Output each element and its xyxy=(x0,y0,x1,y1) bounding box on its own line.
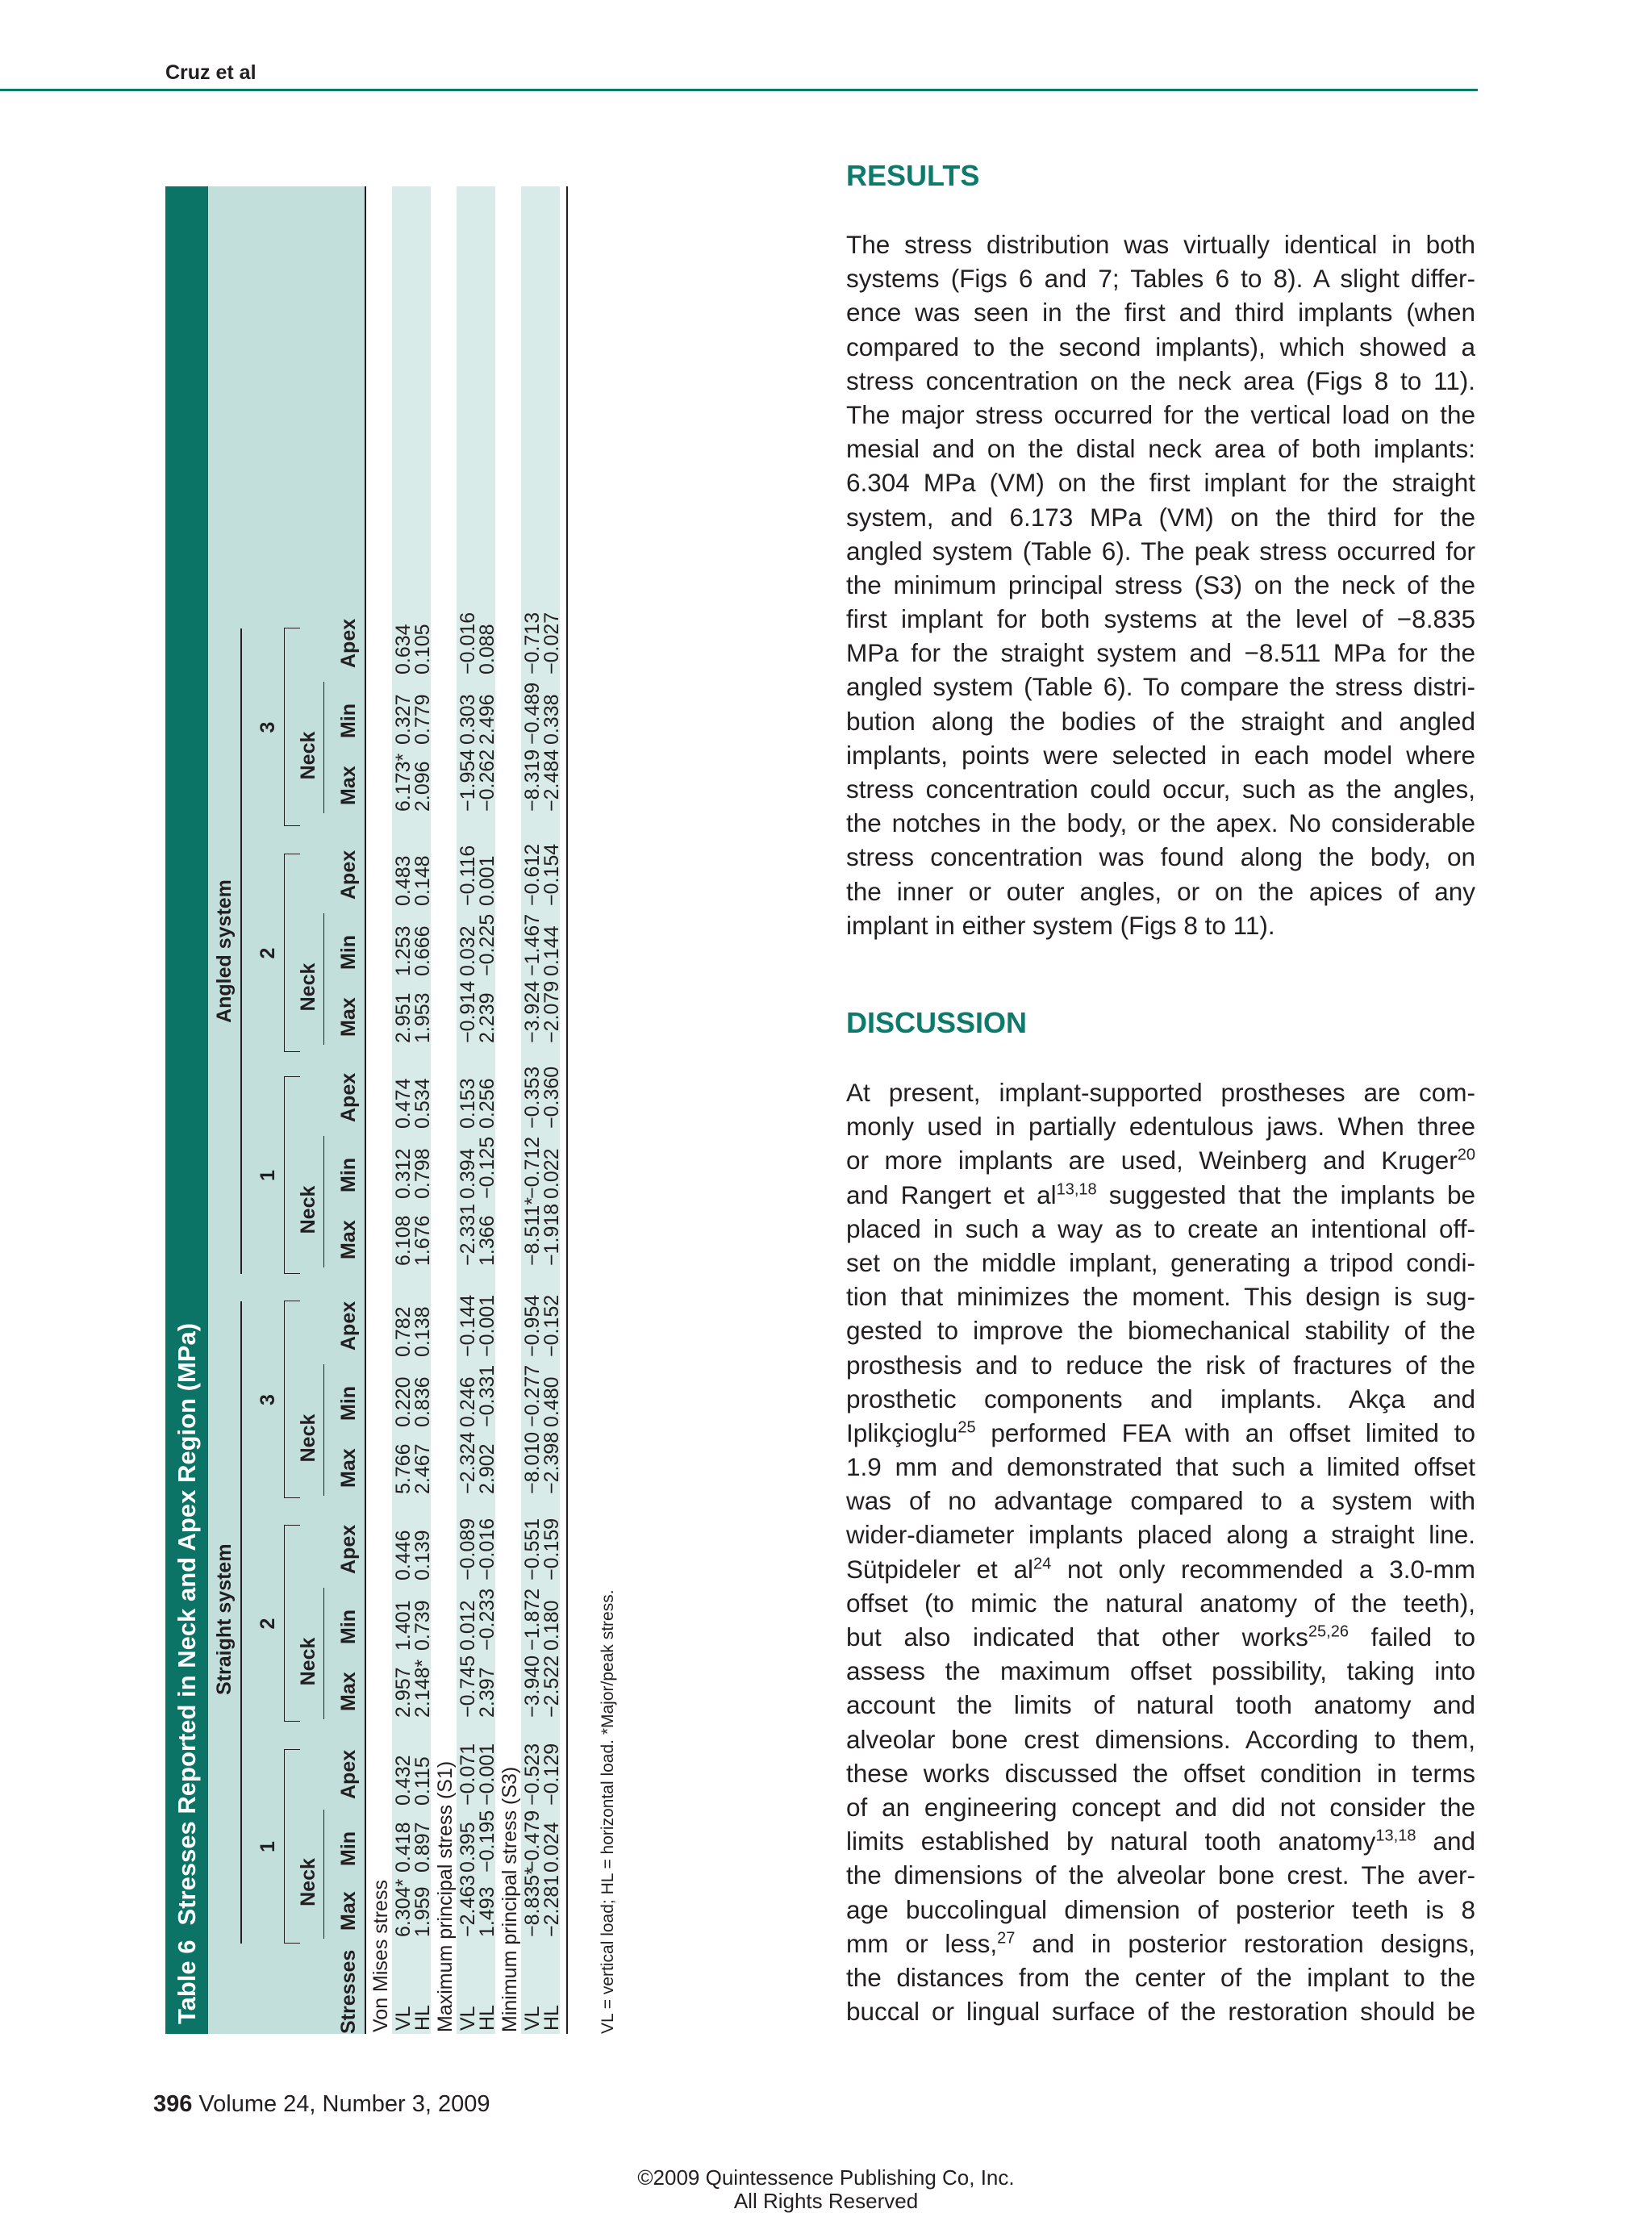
neck-label: Neck xyxy=(297,731,319,780)
column-label: Max xyxy=(337,1220,360,1259)
discussion-line-text: gested to improve the biomechanical stability of the xyxy=(846,1316,1475,1346)
column-label: Min xyxy=(337,1157,360,1192)
header-rule xyxy=(0,89,1478,91)
discussion-line-tail: failed to xyxy=(1348,1622,1475,1651)
table-cell: −0.745 xyxy=(457,1655,479,1718)
results-line: compared to the second implants), which showed a xyxy=(846,332,1475,361)
running-header-author: Cruz et al xyxy=(165,61,257,84)
discussion-line-text: assess the maximum offset possibility, taking into xyxy=(846,1656,1475,1686)
table-cell: 2.957 xyxy=(392,1667,415,1718)
table-cell: −1.918 xyxy=(540,1203,563,1266)
implant-bracket-left xyxy=(284,1497,300,1498)
table-cell: 0.303 xyxy=(457,694,479,745)
table-cell: −0.152 xyxy=(540,1294,563,1357)
neck-rule xyxy=(323,1364,324,1496)
table-cell: 2.096 xyxy=(411,761,434,812)
implant-number: 1 xyxy=(257,1841,279,1852)
table-cell: −0.233 xyxy=(476,1588,499,1651)
table-cell: 2.951 xyxy=(392,992,415,1043)
implant-bracket-left xyxy=(284,1273,300,1274)
results-line: systems (Figs 6 and 7; Tables 6 to 8). A slight differ- xyxy=(846,264,1475,294)
table-cell: 6.173* xyxy=(392,753,415,812)
stub-header: Stresses xyxy=(337,1949,360,2034)
results-line: stress concentration could occur, such as the angles, xyxy=(846,775,1475,804)
results-paragraph xyxy=(846,228,1475,942)
table-bottom-rule xyxy=(566,186,568,2034)
discussion-line xyxy=(846,1143,1475,1177)
citation-superscript: 25 xyxy=(957,1418,976,1437)
table-cell: −0.144 xyxy=(457,1294,479,1357)
table-cell: −0.262 xyxy=(476,749,499,812)
table-cell: −2.522 xyxy=(540,1655,563,1718)
results-line: The stress distribution was virtually identical in both xyxy=(846,230,1475,259)
table-cell: −0.001 xyxy=(476,1743,499,1806)
table-cell: −8.835* xyxy=(521,1867,544,1937)
discussion-line-text: Sütpideler et al xyxy=(846,1554,1034,1584)
table-cell: −2.331 xyxy=(457,1203,479,1266)
discussion-line-text: tion that minimizes the moment. This design is sug- xyxy=(846,1282,1475,1312)
table-cell: 0.432 xyxy=(392,1755,415,1806)
discussion-line-tail: and in posterior restoration designs, xyxy=(1015,1928,1475,1958)
discussion-line xyxy=(846,1109,1475,1143)
results-line: 6.304 MPa (VM) on the first implant for the straight xyxy=(846,468,1475,498)
discussion-line-text: 1.9 mm and demonstrated that such a limited offset xyxy=(846,1452,1475,1482)
results-line: angled system (Table 6). The peak stress occurred for xyxy=(846,536,1475,566)
implant-bracket-left xyxy=(284,825,300,826)
results-line: the inner or outer angles, or on the apices of any xyxy=(846,876,1475,906)
table-cell: −0.225 xyxy=(476,913,499,976)
table-cell: 0.418 xyxy=(392,1822,415,1873)
citation-superscript: 20 xyxy=(1457,1146,1475,1164)
table-header-band xyxy=(208,186,366,2034)
implant-rule xyxy=(284,1526,285,1722)
results-line: bution along the bodies of the straight and angled xyxy=(846,706,1475,736)
table-footnote: VL = vertical load; HL = horizontal load. *Major/peak stress. xyxy=(599,1589,617,2034)
neck-label: Neck xyxy=(297,1637,319,1686)
discussion-line-text: offset (to mimic the natural anatomy of the teeth), xyxy=(846,1588,1475,1618)
discussion-line-text: and Rangert et al xyxy=(846,1180,1057,1209)
discussion-line-text: these works discussed the offset condition in terms xyxy=(846,1758,1475,1788)
discussion-line xyxy=(846,1178,1475,1212)
table-cell: 0.032 xyxy=(457,925,479,976)
discussion-line xyxy=(846,1756,1475,1790)
table-cell: −2.324 xyxy=(457,1431,479,1494)
neck-rule xyxy=(323,682,324,813)
column-label: Apex xyxy=(337,1072,360,1122)
table-cell: 1.959 xyxy=(411,1886,434,1937)
implant-bracket-right xyxy=(284,1525,300,1526)
column-label: Min xyxy=(337,1609,360,1644)
discussion-line-text: of an engineering concept and did not consider the xyxy=(846,1792,1475,1822)
neck-rule xyxy=(323,913,324,1045)
column-label: Min xyxy=(337,1385,360,1421)
table-cell: 0.395 xyxy=(457,1822,479,1873)
table-cell: 0.024 xyxy=(540,1822,563,1873)
table-cell: 0.139 xyxy=(411,1530,434,1580)
discussion-line-text: prosthesis and to reduce the risk of fractures of the xyxy=(846,1350,1475,1380)
implant-rule xyxy=(284,1301,285,1498)
table-cell: −0.159 xyxy=(540,1518,563,1580)
column-label: Min xyxy=(337,934,360,970)
table-cell: −0.523 xyxy=(521,1743,544,1806)
table-cell: −0.089 xyxy=(457,1518,479,1580)
table-cell: −0.001 xyxy=(476,1294,499,1357)
table-cell: −0.479 xyxy=(521,1810,544,1873)
discussion-line-text: alveolar bone crest dimensions. According to them, xyxy=(846,1724,1475,1754)
table-cell: 0.180 xyxy=(540,1600,563,1651)
results-heading: RESULTS xyxy=(846,159,980,192)
implant-bracket-right xyxy=(284,1076,300,1077)
system-heading: Straight system xyxy=(213,1543,236,1695)
table-cell: 0.739 xyxy=(411,1600,434,1651)
table-cell: −0.551 xyxy=(521,1518,544,1580)
table-cell: −2.484 xyxy=(540,749,563,812)
discussion-line xyxy=(846,1893,1475,1927)
row-label: VL xyxy=(392,2006,415,2031)
discussion-line xyxy=(846,1620,1475,1654)
table-cell: 1.401 xyxy=(392,1600,415,1651)
table-cell: −0.954 xyxy=(521,1294,544,1357)
table-cell: −0.914 xyxy=(457,980,479,1043)
table-cell: 0.246 xyxy=(457,1376,479,1427)
discussion-line xyxy=(846,1994,1475,2028)
discussion-line xyxy=(846,1212,1475,1246)
table-cell: −2.398 xyxy=(540,1431,563,1494)
table-cell: 0.798 xyxy=(411,1148,434,1199)
discussion-line xyxy=(846,1075,1475,1109)
table-cell: −0.071 xyxy=(457,1743,479,1806)
citation-superscript: 25,26 xyxy=(1308,1622,1349,1641)
table-cell: −8.511* xyxy=(521,1196,544,1266)
discussion-line xyxy=(846,1280,1475,1313)
group-title: Von Mises stress xyxy=(369,1880,392,2032)
discussion-line-text: At present, implant-supported prostheses are com- xyxy=(846,1078,1475,1107)
discussion-line xyxy=(846,1722,1475,1756)
table-cell: −0.331 xyxy=(476,1364,499,1427)
results-line: ence was seen in the first and third implants (when xyxy=(846,298,1475,328)
table-cell: 0.897 xyxy=(411,1822,434,1873)
discussion-line-text: wider-diameter implants placed along a straight line. xyxy=(846,1520,1475,1550)
table-cell: −8.319 xyxy=(521,749,544,812)
table-cell: 1.493 xyxy=(476,1886,499,1937)
table-cell: −0.360 xyxy=(540,1066,563,1129)
table-cell: −0.016 xyxy=(457,612,479,674)
table-cell: 0.105 xyxy=(411,624,434,674)
table-cell: −1.954 xyxy=(457,749,479,812)
row-label: HL xyxy=(476,2005,499,2031)
discussion-line-text: was of no advantage compared to a system with xyxy=(846,1486,1475,1516)
table-cell: −0.116 xyxy=(457,845,479,906)
table-cell: −0.353 xyxy=(521,1066,544,1129)
column-label: Min xyxy=(337,1831,360,1866)
discussion-line-text: mm or less, xyxy=(846,1928,998,1958)
neck-rule xyxy=(323,1810,324,1939)
discussion-line-text: age buccolingual dimension of posterior teeth is 8 xyxy=(846,1894,1475,1924)
table-cell: −3.940 xyxy=(521,1655,544,1718)
table-cell: 0.220 xyxy=(392,1376,415,1427)
table-cell: 6.108 xyxy=(392,1215,415,1266)
results-line: stress concentration was found along the body, on xyxy=(846,842,1475,872)
table-cell: 0.782 xyxy=(392,1306,415,1357)
system-rule xyxy=(240,1301,242,1944)
discussion-line xyxy=(846,1790,1475,1824)
table-cell: 0.256 xyxy=(476,1078,499,1129)
table-cell: 2.239 xyxy=(476,992,499,1043)
column-label: Max xyxy=(337,1891,360,1931)
discussion-line-text: buccal or lingual surface of the restoration should be xyxy=(846,1997,1475,2027)
table-cell: 6.304* xyxy=(392,1878,415,1937)
page-number: 396 xyxy=(153,2091,193,2117)
column-label: Min xyxy=(337,703,360,738)
table-cell: −0.612 xyxy=(521,843,544,906)
table-cell: 1.366 xyxy=(476,1215,499,1266)
column-label: Apex xyxy=(337,1749,360,1799)
discussion-line xyxy=(846,1586,1475,1620)
discussion-line xyxy=(846,1313,1475,1347)
page-footer xyxy=(153,2091,490,2118)
table-cell: −0.713 xyxy=(521,612,544,674)
table-cell: −1.872 xyxy=(521,1588,544,1651)
journal-issue: Volume 24, Number 3, 2009 xyxy=(198,2091,490,2117)
table-body xyxy=(366,186,564,2034)
column-label: Max xyxy=(337,1448,360,1488)
table-cell: 0.012 xyxy=(457,1600,479,1651)
table-cell: 0.446 xyxy=(392,1530,415,1580)
discussion-line xyxy=(846,1927,1475,1960)
table-cell: 2.902 xyxy=(476,1443,499,1494)
row-label: HL xyxy=(540,2005,563,2031)
discussion-line xyxy=(846,1246,1475,1280)
discussion-line-tail: not only recommended a 3.0-mm xyxy=(1051,1554,1475,1584)
implant-rule xyxy=(284,1077,285,1274)
row-label: HL xyxy=(411,2005,434,2031)
table-cell: 0.115 xyxy=(411,1756,434,1806)
neck-rule xyxy=(323,1588,324,1719)
discussion-line xyxy=(846,1416,1475,1450)
column-label: Apex xyxy=(337,1301,360,1351)
discussion-line-tail: suggested that the implants be xyxy=(1096,1180,1475,1209)
implant-bracket-left xyxy=(284,1943,300,1944)
discussion-line-text: placed in such a way as to create an intentional off- xyxy=(846,1213,1475,1243)
column-label: Apex xyxy=(337,1524,360,1574)
table-cell: 0.836 xyxy=(411,1376,434,1427)
table-cell: 0.138 xyxy=(411,1306,434,1357)
column-label: Max xyxy=(337,1672,360,1711)
citation-superscript: 13,18 xyxy=(1056,1180,1097,1199)
row-label: VL xyxy=(521,2006,544,2031)
results-line: the minimum principal stress (S3) on the neck of the xyxy=(846,570,1475,599)
implant-bracket-right xyxy=(284,1749,300,1750)
table-cell: −3.924 xyxy=(521,980,544,1043)
table-cell: 0.666 xyxy=(411,925,434,976)
discussion-line xyxy=(846,1348,1475,1382)
table-cell: 0.312 xyxy=(392,1148,415,1199)
table-cell: 0.474 xyxy=(392,1078,415,1129)
neck-label: Neck xyxy=(297,962,319,1012)
results-line: The major stress occurred for the vertical load on the xyxy=(846,399,1475,429)
discussion-line xyxy=(846,1858,1475,1892)
table-cell: 1.253 xyxy=(392,925,415,976)
column-label: Max xyxy=(337,766,360,805)
discussion-line xyxy=(846,1654,1475,1688)
results-line: MPa for the straight system and −8.511 MPa for the xyxy=(846,638,1475,668)
table-cell: −0.125 xyxy=(476,1136,499,1199)
results-line: implant in either system (Figs 8 to 11). xyxy=(846,910,1275,940)
citation-superscript: 24 xyxy=(1033,1555,1052,1573)
group-title: Minimum principal stress (S3) xyxy=(499,1766,521,2032)
table-cell: −2.463 xyxy=(457,1874,479,1937)
table-cell: −0.154 xyxy=(540,843,563,906)
results-line: angled system (Table 6). To compare the stress distri- xyxy=(846,672,1475,702)
table-title-bar xyxy=(165,186,208,2034)
table-cell: 0.153 xyxy=(457,1078,479,1129)
discussion-line-text: or more implants are used, Weinberg and Kruger xyxy=(846,1146,1458,1175)
table-cell: −2.079 xyxy=(540,980,563,1043)
table-cell: −0.277 xyxy=(521,1364,544,1427)
neck-rule xyxy=(323,1136,324,1267)
row-label: VL xyxy=(457,2006,479,2031)
results-line: system, and 6.173 MPa (VM) on the third for the xyxy=(846,502,1475,532)
table-cell: 0.144 xyxy=(540,925,563,976)
table-cell: 5.766 xyxy=(392,1443,415,1494)
implant-rule xyxy=(284,628,285,826)
discussion-line-text: monly used in partially edentulous jaws. When three xyxy=(846,1112,1475,1142)
implant-bracket-left xyxy=(284,1051,300,1052)
discussion-line-tail: and xyxy=(1416,1827,1475,1856)
table-cell: 0.634 xyxy=(392,624,415,674)
discussion-line-text: account the limits of natural tooth anatomy and xyxy=(846,1690,1475,1720)
discussion-heading: DISCUSSION xyxy=(846,1006,1028,1039)
table-cell: 0.480 xyxy=(540,1376,563,1427)
discussion-line xyxy=(846,1824,1475,1858)
implant-number: 1 xyxy=(257,1170,279,1181)
column-label: Max xyxy=(337,997,360,1037)
table-cell: 0.483 xyxy=(392,855,415,906)
discussion-line xyxy=(846,1960,1475,1994)
discussion-line xyxy=(846,1688,1475,1722)
discussion-line xyxy=(846,1450,1475,1484)
table-cell: −0.489 xyxy=(521,682,544,745)
system-rule xyxy=(240,628,242,1274)
table-cell: −2.281 xyxy=(540,1874,563,1937)
column-label: Apex xyxy=(337,618,360,668)
table-cell: 0.338 xyxy=(540,694,563,745)
implant-rule xyxy=(284,1750,285,1944)
discussion-line-text: set on the middle implant, generating a tripod condi- xyxy=(846,1247,1475,1277)
discussion-line xyxy=(846,1552,1475,1586)
table-number: Table 6 xyxy=(173,1940,201,2024)
implant-number: 3 xyxy=(257,1394,279,1405)
table-cell: 0.327 xyxy=(392,694,415,745)
discussion-line-text: the distances from the center of the implant to the xyxy=(846,1962,1475,1992)
neck-label: Neck xyxy=(297,1858,319,1906)
results-line: first implant for both systems at the level of −8.835 xyxy=(846,604,1475,634)
system-heading: Angled system xyxy=(213,879,236,1023)
discussion-line-text: Iplikçioglu xyxy=(846,1418,958,1447)
table-cell: 2.467 xyxy=(411,1443,434,1494)
table-cell: 0.779 xyxy=(411,694,434,745)
citation-superscript: 13,18 xyxy=(1375,1827,1416,1845)
table-cell: 1.676 xyxy=(411,1215,434,1266)
discussion-line-text: limits established by natural tooth anatomy xyxy=(846,1827,1376,1856)
table-cell: −0.027 xyxy=(540,612,563,674)
implant-number: 2 xyxy=(257,947,279,959)
discussion-line-text: prosthetic components and implants. Akça and xyxy=(846,1384,1475,1413)
table-6 xyxy=(165,186,662,2034)
table-title: Stresses Reported in Neck and Apex Region (MPa) xyxy=(173,1322,201,1926)
discussion-line xyxy=(846,1484,1475,1518)
results-line: implants, points were selected in each model where xyxy=(846,740,1475,770)
table-cell: −0.016 xyxy=(476,1518,499,1580)
column-label: Apex xyxy=(337,850,360,900)
copyright-line-2: All Rights Reserved xyxy=(733,2189,919,2213)
implant-number: 3 xyxy=(257,721,279,733)
discussion-line-text: but also indicated that other works xyxy=(846,1622,1308,1651)
table-cell: −1.467 xyxy=(521,913,544,976)
neck-label: Neck xyxy=(297,1185,319,1234)
table-cell: 2.496 xyxy=(476,694,499,745)
implant-rule xyxy=(284,854,285,1052)
group-title: Maximum principal stress (S1) xyxy=(434,1760,457,2032)
table-cell: 0.022 xyxy=(540,1148,563,1199)
copyright-line-1: ©2009 Quintessence Publishing Co, Inc. xyxy=(637,2165,1015,2190)
neck-label: Neck xyxy=(297,1413,319,1463)
table-cell: 2.397 xyxy=(476,1667,499,1718)
table-cell: 2.148* xyxy=(411,1659,434,1718)
table-cell: −0.712 xyxy=(521,1136,544,1199)
results-line: mesial and on the distal neck area of both implants: xyxy=(846,434,1475,464)
table-cell: 0.394 xyxy=(457,1148,479,1199)
discussion-paragraph xyxy=(846,1075,1475,2028)
discussion-line xyxy=(846,1382,1475,1416)
table-cell: 0.148 xyxy=(411,855,434,906)
table-cell: 0.534 xyxy=(411,1078,434,1129)
implant-number: 2 xyxy=(257,1618,279,1630)
table-cell: −8.010 xyxy=(521,1431,544,1494)
discussion-line xyxy=(846,1518,1475,1551)
table-cell: 0.001 xyxy=(476,855,499,906)
citation-superscript: 27 xyxy=(997,1929,1016,1948)
results-line: stress concentration on the neck area (Figs 8 to 11). xyxy=(846,365,1475,395)
table-cell: 1.953 xyxy=(411,992,434,1043)
discussion-line-text: the dimensions of the alveolar bone crest. The aver- xyxy=(846,1860,1475,1890)
table-cell: 0.088 xyxy=(476,624,499,674)
table-cell: −0.195 xyxy=(476,1810,499,1873)
table-cell: −0.129 xyxy=(540,1743,563,1806)
discussion-line-tail: performed FEA with an offset limited to xyxy=(975,1418,1475,1447)
results-line: the notches in the body, or the apex. No considerable xyxy=(846,808,1475,838)
implant-bracket-left xyxy=(284,1721,300,1722)
